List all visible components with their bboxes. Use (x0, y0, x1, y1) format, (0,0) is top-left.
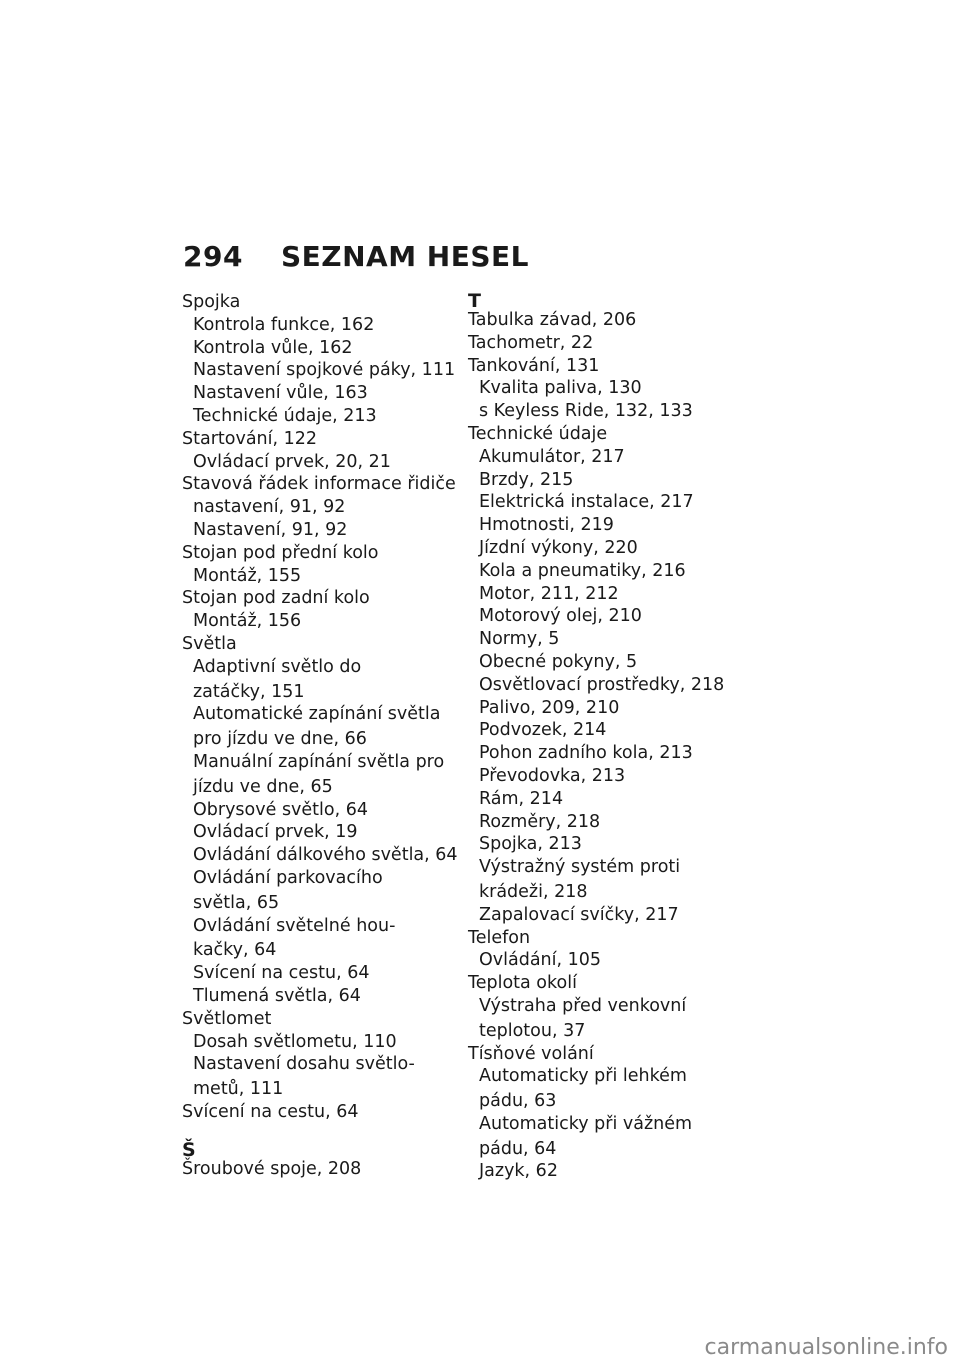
index-entry: Tabulka závad, 206 (468, 310, 637, 330)
index-subentry: Technické údaje, 213 (193, 405, 377, 426)
index-entry: Startování, 122 (182, 428, 318, 449)
index-subentry: Ovládací prvek, 20, 21 (193, 451, 391, 472)
page-number: 294 (183, 240, 243, 273)
index-subentry: pádu, 64 (479, 1138, 557, 1159)
index-subentry: teplotou, 37 (479, 1020, 586, 1041)
index-entry: Teplota okolí (468, 973, 577, 994)
index-subentry: Akumulátor, 217 (479, 446, 625, 467)
index-subentry: Ovládací prvek, 19 (193, 822, 358, 843)
index-subentry: Normy, 5 (479, 629, 560, 650)
index-subentry: Automaticky při lehkém (479, 1066, 687, 1087)
index-subentry: pádu, 63 (479, 1091, 557, 1112)
index-subentry: pro jízdu ve dne, 66 (193, 729, 367, 750)
index-subentry: nastavení, 91, 92 (193, 497, 346, 518)
index-subentry: Brzdy, 215 (479, 469, 574, 490)
index-subentry: Osvětlovací prostředky, 218 (479, 674, 725, 695)
index-subentry: Výstražný systém proti (479, 857, 681, 878)
index-subentry: Hmotnosti, 219 (479, 515, 614, 536)
index-subentry: Nastavení, 91, 92 (193, 519, 348, 540)
index-entry: Spojka (182, 292, 241, 312)
index-subentry: Motorový olej, 210 (479, 606, 642, 627)
index-subentry: Ovládání, 105 (479, 950, 602, 971)
index-subentry: kačky, 64 (193, 940, 277, 961)
index-subentry: metů, 111 (193, 1079, 284, 1100)
index-subentry: Automaticky při vážném (479, 1113, 693, 1134)
index-subentry: Nastavení spojkové páky, 111 (193, 360, 456, 381)
index-subentry: Obecné pokyny, 5 (479, 651, 638, 672)
index-subentry: Ovládání dálkového světla, 64 (193, 845, 458, 866)
index-subentry: Jízdní výkony, 220 (479, 537, 638, 558)
index-column-right (468, 292, 768, 1182)
index-subentry: Svícení na cestu, 64 (193, 963, 370, 984)
index-subentry: Kola a pneumatiky, 216 (479, 560, 686, 581)
index-entry: Šroubové spoje, 208 (182, 1158, 362, 1179)
page-header (183, 240, 529, 273)
index-subentry: Montáž, 156 (193, 611, 302, 632)
index-entry: Tankování, 131 (468, 355, 600, 376)
index-subentry: Obrysové světlo, 64 (193, 799, 369, 820)
index-subentry: Adaptivní světlo do (193, 656, 362, 677)
index-subentry: jízdu ve dne, 65 (193, 776, 333, 797)
index-subentry: Palivo, 209, 210 (479, 697, 620, 718)
section-letter: T (468, 290, 481, 312)
index-subentry: Tlumená světla, 64 (193, 985, 361, 1006)
index-entry: Stavová řádek informace řidiče (182, 474, 456, 495)
index-subentry: světla, 65 (193, 892, 280, 913)
index-subentry: Elektrická instalace, 217 (479, 492, 694, 513)
index-subentry: Výstraha před venkovní (479, 995, 687, 1016)
index-subentry: Rozměry, 218 (479, 811, 601, 832)
index-column-left (182, 292, 462, 1179)
index-subentry: Pohon zadního kola, 213 (479, 743, 693, 764)
section-letter: Š (182, 1138, 196, 1161)
index-subentry: Převodovka, 213 (479, 765, 626, 786)
index-entry: Tísňové volání (468, 1043, 594, 1064)
index-entry: Telefon (468, 927, 531, 948)
index-subentry: Kontrola vůle, 162 (193, 337, 353, 358)
index-entry: Stojan pod přední kolo (182, 542, 379, 563)
index-subentry: Kontrola funkce, 162 (193, 314, 375, 335)
index-subentry: Rám, 214 (479, 788, 564, 809)
index-entry: Svícení na cestu, 64 (182, 1101, 359, 1122)
index-subentry: Ovládání světelné hou- (193, 915, 396, 936)
page-title: SEZNAM HESEL (281, 240, 530, 273)
index-subentry: s Keyless Ride, 132, 133 (479, 401, 693, 422)
index-subentry: Podvozek, 214 (479, 720, 607, 741)
index-entry: Světla (182, 633, 237, 654)
watermark-text: carmanualsonline.info (704, 1335, 948, 1360)
index-subentry: Zapalovací svíčky, 217 (479, 904, 679, 925)
index-subentry: Spojka, 213 (479, 834, 582, 855)
index-entry: Stojan pod zadní kolo (182, 588, 370, 609)
index-subentry: Motor, 211, 212 (479, 583, 619, 604)
index-entry: Tachometr, 22 (468, 332, 594, 353)
index-subentry: Manuální zapínání světla pro (193, 751, 445, 772)
index-subentry: Montáž, 155 (193, 565, 302, 586)
index-subentry: Nastavení dosahu světlo- (193, 1054, 415, 1075)
index-subentry: Kvalita paliva, 130 (479, 378, 642, 399)
index-subentry: Ovládání parkovacího (193, 867, 383, 888)
index-subentry: Dosah světlometu, 110 (193, 1031, 397, 1052)
index-entry: Světlomet (182, 1008, 272, 1029)
index-subentry: Jazyk, 62 (479, 1161, 558, 1182)
index-subentry: krádeži, 218 (479, 881, 588, 902)
index-subentry: Nastavení vůle, 163 (193, 383, 368, 404)
index-entry: Technické údaje (468, 423, 608, 444)
index-subentry: Automatické zapínání světla (193, 704, 441, 725)
index-subentry: zatáčky, 151 (193, 681, 305, 702)
